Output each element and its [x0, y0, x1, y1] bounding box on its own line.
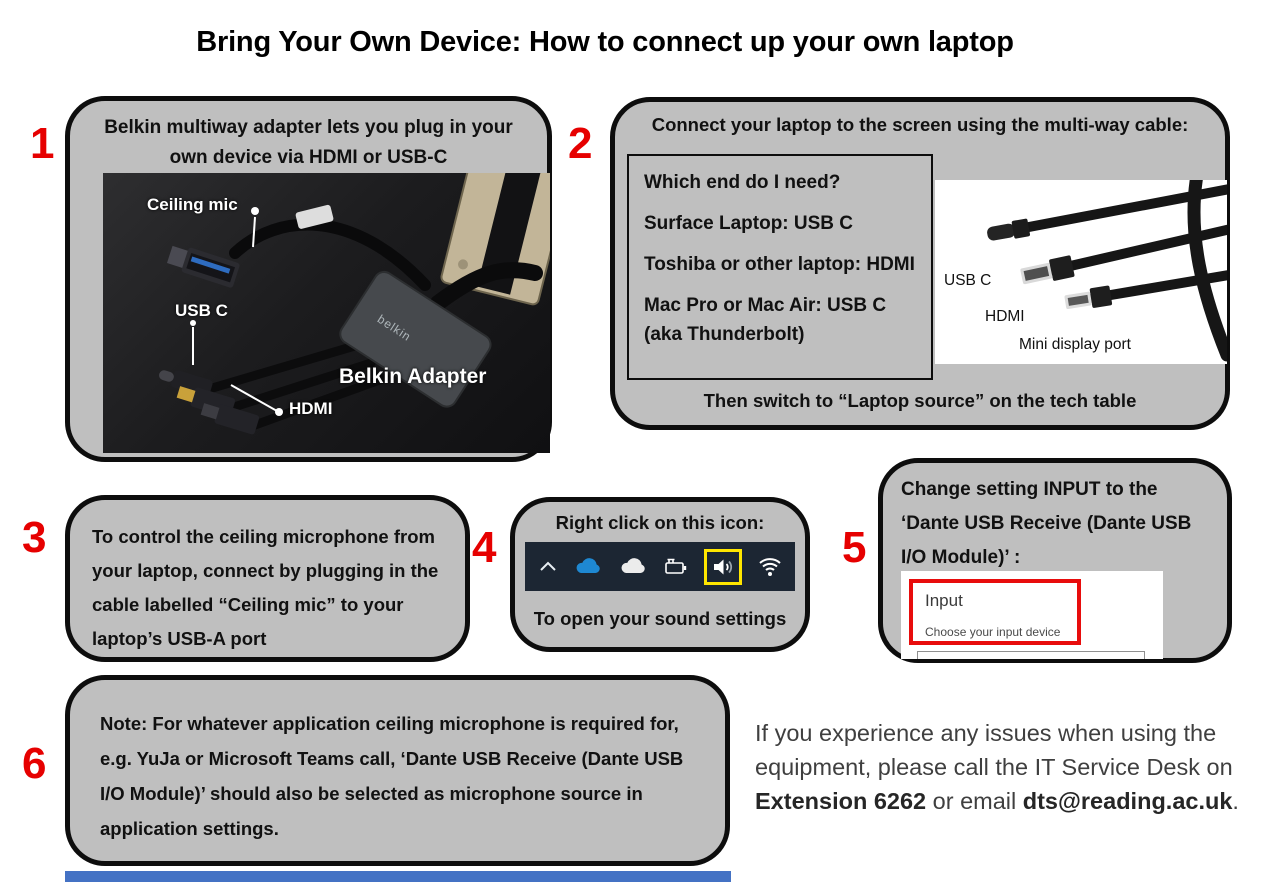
contact-text-before: If you experience any issues when using the equipment, please call the IT Service Desk on	[755, 720, 1233, 780]
speaker-icon[interactable]	[711, 555, 735, 579]
which-end-option-toshiba: Toshiba or other laptop: HDMI	[644, 254, 915, 275]
step2-box	[610, 97, 1230, 430]
step4-footer: To open your sound settings	[533, 608, 787, 629]
step6-number: 6	[22, 739, 47, 788]
wifi-icon	[757, 555, 783, 579]
step1-text: Belkin multiway adapter lets you plug in your own device via HDMI or USB-C	[104, 117, 513, 168]
support-contact-text	[755, 716, 1270, 818]
step3-number: 3	[22, 513, 47, 562]
page-title: Bring Your Own Device: How to connect up your own laptop	[196, 26, 1014, 58]
taskbar-image	[525, 542, 795, 591]
contact-email: dts@reading.ac.uk	[1022, 788, 1233, 814]
contact-text-middle: or email	[926, 788, 1023, 814]
hdmi-pointer-dot	[275, 408, 283, 416]
step3-box	[65, 495, 470, 662]
step2-heading: Connect your laptop to the screen using the multi-way cable:	[651, 114, 1189, 135]
contact-text-after: .	[1232, 788, 1239, 814]
step4-box	[510, 497, 810, 652]
usb-a-connector	[166, 242, 241, 288]
ceiling-mic-pointer-dot	[251, 207, 259, 215]
step5-number: 5	[842, 523, 867, 572]
belkin-logo-text: belkin	[374, 311, 414, 345]
step1-number: 1	[30, 119, 55, 168]
onedrive-cloud-icon	[574, 556, 604, 578]
belkin-adapter-photo	[103, 173, 550, 453]
photo-label-belkin-adapter: Belkin Adapter	[339, 365, 487, 388]
input-section-title: Input	[925, 591, 963, 610]
which-end-option-surface: Surface Laptop: USB C	[644, 213, 854, 234]
cloud-icon	[619, 556, 649, 578]
contact-extension-number: Extension 6262	[755, 788, 927, 814]
input-device-caption: Choose your input device	[925, 625, 1061, 639]
step3-text: To control the ceiling microphone from your laptop, connect by plugging in the cable labelled “Ceiling mic” to your laptop’s USB-A port	[92, 526, 439, 649]
which-end-title: Which end do I need?	[644, 172, 841, 193]
step2-footer: Then switch to “Laptop source” on the tech table	[703, 390, 1137, 411]
step1-box	[65, 96, 552, 462]
cable-label-hdmi: HDMI	[985, 308, 1025, 325]
photo-label-hdmi: HDMI	[289, 399, 333, 418]
photo-label-ceiling-mic: Ceiling mic	[147, 195, 238, 214]
speaker-highlight-box	[704, 549, 742, 585]
step6-note-text: Note: For whatever application ceiling microphone is required for, e.g. YuJa or Microsoft Teams call, ‘Dante USB Receive (Dante USB I/O Module)’ should also be selected as microphone source in application settings.	[100, 713, 684, 839]
chevron-up-icon	[537, 557, 559, 577]
step5-box	[878, 458, 1232, 663]
photo-label-usb-c: USB C	[175, 301, 228, 320]
cable-label-usb-c: USB C	[944, 272, 992, 289]
step6-box	[65, 675, 730, 866]
sound-settings-screenshot	[901, 571, 1163, 659]
step2-number: 2	[568, 119, 593, 168]
input-section-red-outline	[909, 579, 1081, 645]
which-end-panel	[627, 154, 933, 380]
cable-label-mini-display-port: Mini display port	[1019, 336, 1131, 353]
which-end-option-mac: Mac Pro or Mac Air: USB C (aka Thunderbolt)	[644, 295, 887, 345]
step5-text: Change setting INPUT to the ‘Dante USB Receive (Dante USB I/O Module)’ :	[901, 479, 1192, 568]
multiway-cable-image	[935, 180, 1227, 364]
bottom-blue-bar	[65, 871, 731, 882]
ceiling-mic-cable	[235, 225, 425, 285]
input-device-dropdown[interactable]	[917, 651, 1145, 659]
step4-heading: Right click on this icon:	[555, 512, 765, 533]
step4-number: 4	[472, 523, 497, 572]
battery-icon	[663, 555, 689, 579]
